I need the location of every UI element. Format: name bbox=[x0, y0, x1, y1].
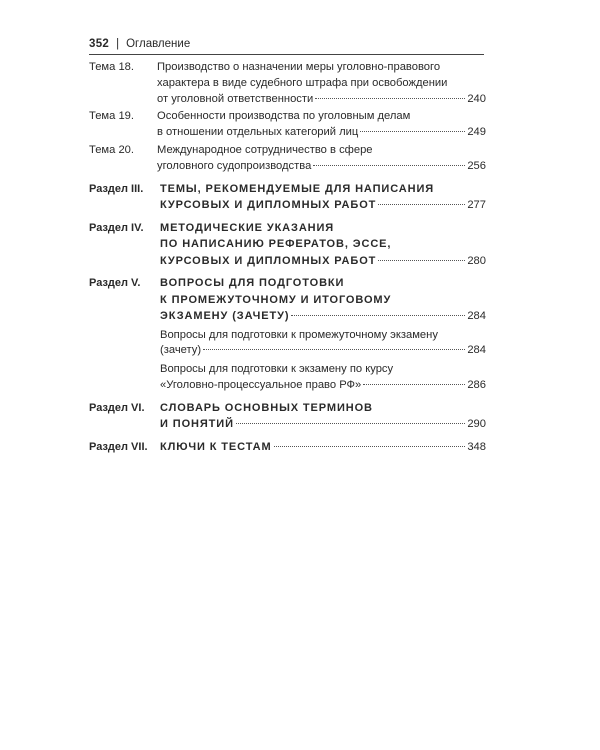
toc-entry-topic-20[interactable] bbox=[89, 143, 486, 175]
entry-label: Раздел VI. bbox=[89, 401, 145, 414]
dot-leader bbox=[274, 446, 466, 447]
entry-line: КЛЮЧИ К ТЕСТАМ bbox=[160, 440, 272, 453]
dot-leader bbox=[315, 98, 465, 99]
entry-label: Раздел VII. bbox=[89, 440, 148, 453]
entry-line: ВОПРОСЫ ДЛЯ ПОДГОТОВКИ bbox=[160, 277, 345, 290]
toc-entry-topic-19[interactable] bbox=[89, 109, 486, 141]
dot-leader bbox=[378, 260, 465, 261]
header-separator: | bbox=[116, 38, 120, 50]
dot-leader bbox=[378, 204, 465, 205]
entry-line: от уголовной ответственности bbox=[157, 92, 314, 105]
entry-line: КУРСОВЫХ И ДИПЛОМНЫХ РАБОТ bbox=[160, 254, 377, 267]
entry-line: Производство о назначении меры уголовно-правового bbox=[157, 61, 441, 73]
subentry-page: 286 bbox=[467, 378, 486, 391]
running-header bbox=[89, 38, 484, 58]
toc-entry-section-7[interactable] bbox=[89, 439, 486, 456]
entry-label: Раздел III. bbox=[89, 182, 144, 195]
dot-leader bbox=[313, 165, 465, 166]
toc-entry-section-4[interactable] bbox=[89, 220, 486, 270]
entry-line: характера в виде судебного штрафа при освобождении bbox=[157, 76, 448, 89]
page-number: 352 bbox=[89, 38, 110, 50]
dot-leader bbox=[203, 349, 465, 350]
toc-subentry-interim-exam[interactable] bbox=[160, 328, 486, 360]
entry-page: 249 bbox=[467, 126, 486, 139]
entry-line: Международное сотрудничество в сфере bbox=[157, 143, 373, 156]
dot-leader bbox=[360, 131, 465, 132]
entry-label: Тема 18. bbox=[89, 61, 135, 73]
entry-line: КУРСОВЫХ И ДИПЛОМНЫХ РАБОТ bbox=[160, 199, 377, 212]
subentry-line: (зачету) bbox=[160, 344, 202, 357]
entry-line: И ПОНЯТИЙ bbox=[160, 418, 234, 431]
entry-page: 348 bbox=[467, 440, 486, 453]
entry-line: Особенности производства по уголовным делам bbox=[157, 110, 411, 123]
subentry-line: Вопросы для подготовки к промежуточному экзамену bbox=[160, 328, 438, 341]
dot-leader bbox=[236, 423, 465, 424]
entry-page: 290 bbox=[467, 418, 486, 431]
entry-line: СЛОВАРЬ ОСНОВНЫХ ТЕРМИНОВ bbox=[160, 401, 373, 414]
entry-line: ПО НАПИСАНИЮ РЕФЕРАТОВ, ЭССЕ, bbox=[160, 238, 392, 251]
subentry-line: Вопросы для подготовки к экзамену по курсу bbox=[160, 363, 394, 376]
entry-line: в отношении отдельных категорий лиц bbox=[157, 126, 359, 139]
entry-label: Тема 19. bbox=[89, 110, 135, 123]
toc-entry-section-3[interactable] bbox=[89, 181, 486, 214]
dot-leader bbox=[363, 384, 465, 385]
toc-subentry-course-exam[interactable] bbox=[160, 362, 486, 394]
entry-line: ТЕМЫ, РЕКОМЕНДУЕМЫЕ ДЛЯ НАПИСАНИЯ bbox=[160, 182, 435, 195]
dot-leader bbox=[291, 315, 465, 316]
entry-label: Тема 20. bbox=[89, 143, 135, 156]
entry-page: 280 bbox=[467, 254, 486, 267]
subentry-page: 284 bbox=[467, 344, 486, 357]
entry-line: уголовного судопроизводства bbox=[157, 159, 312, 172]
toc-entry-section-6[interactable] bbox=[89, 400, 486, 433]
header-title: Оглавление bbox=[126, 38, 191, 50]
entry-line: МЕТОДИЧЕСКИЕ УКАЗАНИЯ bbox=[160, 221, 335, 234]
header-rule bbox=[89, 54, 484, 55]
subentry-line: «Уголовно-процессуальное право РФ» bbox=[160, 378, 362, 391]
entry-line: ЭКЗАМЕНУ (ЗАЧЕТУ) bbox=[160, 310, 290, 323]
entry-page: 277 bbox=[467, 199, 486, 212]
entry-page: 284 bbox=[467, 310, 486, 323]
toc-entry-section-5[interactable] bbox=[89, 275, 486, 394]
entry-page: 256 bbox=[467, 159, 486, 172]
table-of-contents bbox=[89, 60, 486, 457]
toc-entry-topic-18[interactable] bbox=[89, 60, 486, 107]
entry-page: 240 bbox=[467, 92, 486, 105]
entry-label: Раздел V. bbox=[89, 277, 141, 290]
entry-line: К ПРОМЕЖУТОЧНОМУ И ИТОГОВОМУ bbox=[160, 293, 392, 306]
entry-label: Раздел IV. bbox=[89, 221, 144, 234]
